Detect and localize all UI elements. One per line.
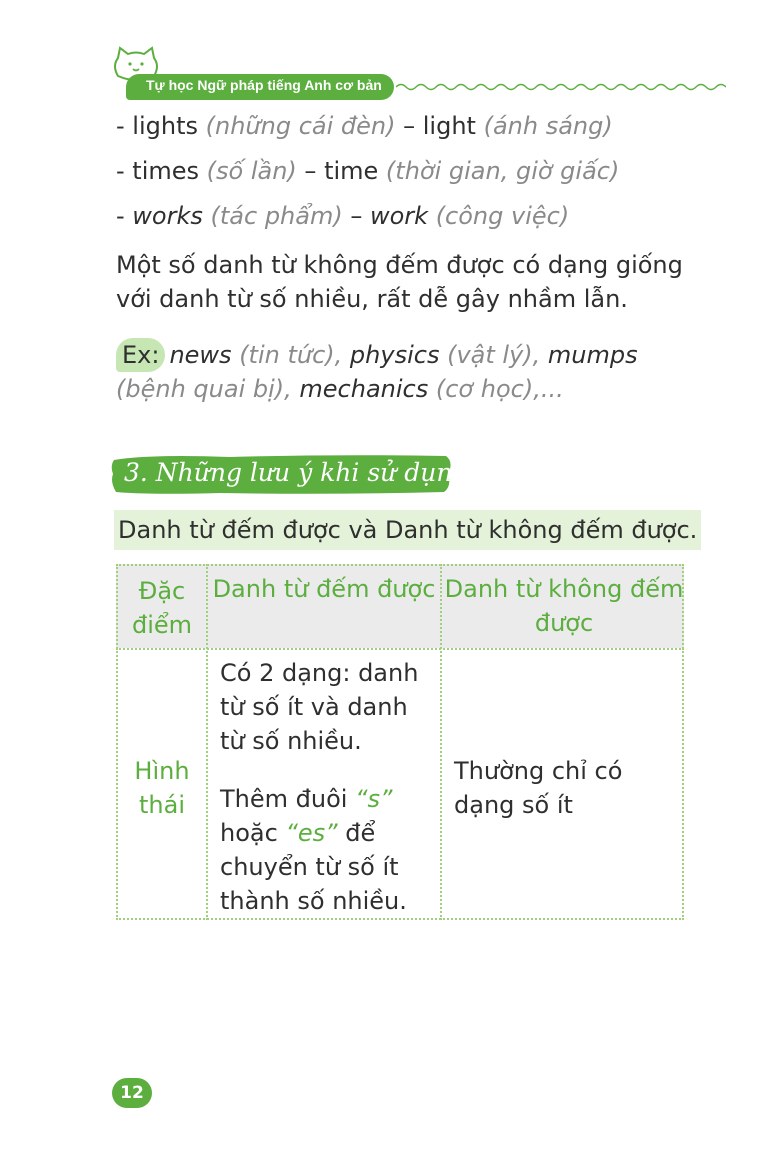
pair-word: times — [132, 157, 200, 185]
pair-word: work — [369, 202, 429, 230]
pair-separator: – — [342, 202, 370, 230]
table-divider — [116, 648, 684, 650]
suffix-text: hoặc — [220, 819, 286, 847]
example-word: physics — [349, 341, 440, 369]
section-title: 3. Những lưu ý khi sử dụng — [124, 458, 469, 487]
body-paragraph: Một số danh từ không đếm được có dạng giống với danh từ số nhiều, rất dễ gây nhầm lẫn. — [116, 251, 683, 313]
pair-line-1 — [116, 112, 613, 140]
example-block — [116, 338, 696, 406]
pair-line-3 — [116, 202, 569, 230]
pair-word: works — [132, 202, 203, 230]
pair-separator: – — [395, 112, 423, 140]
example-gloss: (tin tức), — [231, 341, 350, 369]
pair-prefix: - — [116, 157, 133, 185]
pair-separator: – — [296, 157, 325, 185]
header-title: Tự học Ngữ pháp tiếng Anh cơ bản — [146, 77, 382, 93]
pair-prefix: - — [116, 202, 133, 230]
example-word: news — [169, 341, 232, 369]
table-header-countable: Danh từ đếm được — [212, 575, 436, 603]
example-word: mumps — [547, 341, 638, 369]
countable-suffix-text — [220, 782, 432, 918]
table-divider — [440, 564, 442, 920]
example-gloss: (bệnh quai bị), — [116, 375, 300, 403]
comparison-table — [116, 564, 684, 920]
table-subheading: Danh từ đếm được và Danh từ không đếm được. — [114, 510, 701, 550]
uncountable-form-text: Thường chỉ có dạng số ít — [454, 757, 623, 819]
countable-forms-text: Có 2 dạng: danh từ số ít và danh từ số nhiều. — [220, 659, 419, 755]
example-word: mechanics — [299, 375, 429, 403]
suffix-text: để chuyển từ số ít thành số nhiều. — [220, 819, 407, 915]
page-number: 12 — [112, 1078, 152, 1108]
pair-gloss: (tác phẩm) — [202, 202, 343, 230]
pair-word: time — [324, 157, 379, 185]
pair-prefix: - — [116, 112, 133, 140]
pair-line-2 — [116, 157, 619, 185]
example-label: Ex: — [116, 338, 165, 372]
pair-gloss: (công việc) — [428, 202, 570, 230]
pair-gloss: (thời gian, giờ giấc) — [378, 157, 620, 185]
pair-word: lights — [132, 112, 198, 140]
pair-gloss: (số lần) — [199, 157, 297, 185]
example-gloss: (cơ học),... — [428, 375, 564, 403]
pair-gloss: (những cái đèn) — [198, 112, 396, 140]
header-wavy-line — [396, 82, 726, 92]
example-gloss: (vật lý), — [439, 341, 548, 369]
running-header — [108, 44, 728, 104]
row-label-form: Hình thái — [134, 757, 190, 819]
section-heading — [110, 452, 469, 496]
suffix-text: Thêm đuôi — [220, 785, 356, 813]
table-header-uncountable: Danh từ không đếm được — [444, 575, 684, 637]
pair-word: light — [422, 112, 476, 140]
table-header-feature: Đặc điểm — [131, 577, 193, 639]
suffix-s: “s” — [355, 785, 393, 813]
suffix-es: “es” — [285, 819, 338, 847]
pair-gloss: (ánh sáng) — [475, 112, 613, 140]
